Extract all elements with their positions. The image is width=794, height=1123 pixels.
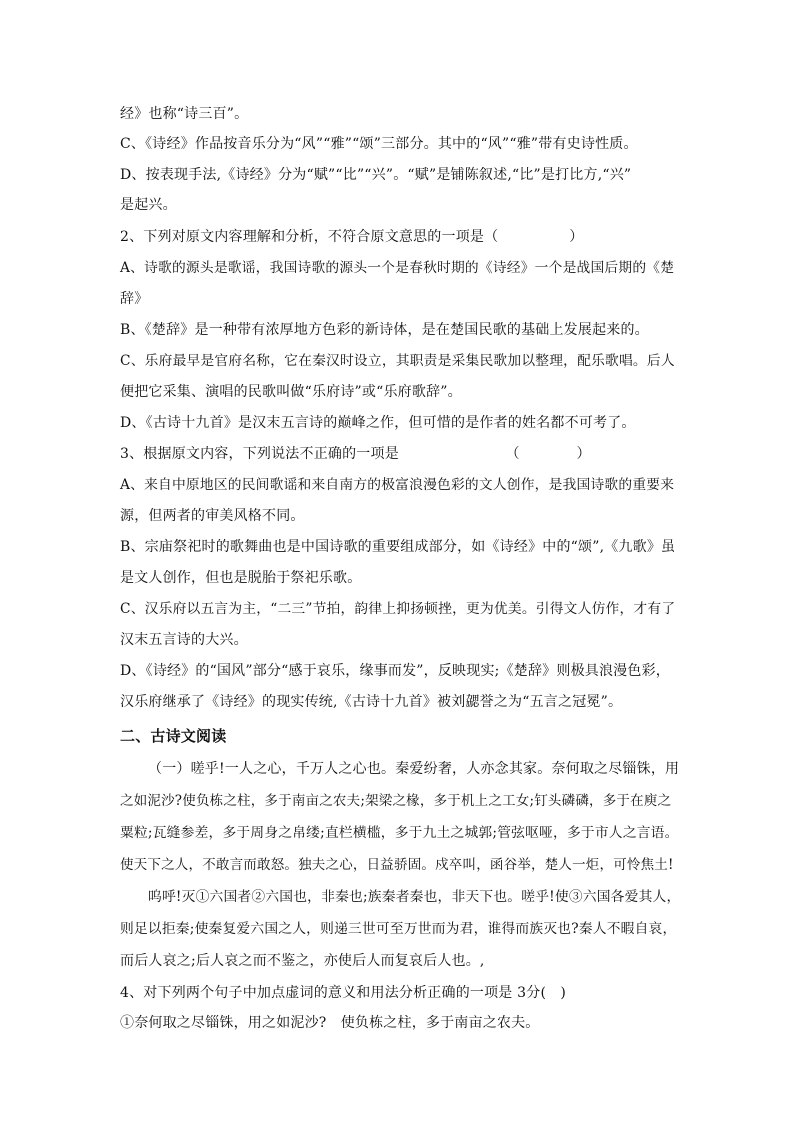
text-line: B、《楚辞》是一种带有浓厚地方色彩的新诗体，是在楚国民歌的基础上发展起来的。 bbox=[120, 322, 649, 338]
passage-line: 呜呼!灭①六国者②六国也，非秦也;族秦者秦也，非天下也。嗟乎!使③六国各爱其人， bbox=[148, 889, 681, 905]
text-line: A、诗歌的源头是歌谣，我国诗歌的源头一个是春秋时期的《诗经》一个是战国后期的《楚 bbox=[120, 260, 675, 276]
text-line: D、《古诗十九首》是汉末五言诗的巅峰之作，但可惜的是作者的姓名都不可考了。 bbox=[120, 415, 636, 431]
text-line: 源，但两者的审美风格不同。 bbox=[120, 508, 305, 524]
text-line: 经》也称“诗三百”。 bbox=[120, 106, 249, 122]
passage-line: 粟粒;瓦缝参差，多于周身之帛缕;直栏横槛，多于九土之城郭;管弦呕哑，多于市人之言语。 bbox=[120, 825, 679, 841]
text-line: D、《诗经》的“国风”部分“感于哀乐，缘事而发”，反映现实;《楚辞》则极具浪漫色彩， bbox=[120, 663, 670, 679]
text-line: A、来自中原地区的民间歌谣和来自南方的极富浪漫色彩的文人创作，是我国诗歌的重要来 bbox=[120, 477, 675, 493]
text-line: B、宗庙祭祀时的歌舞曲也是中国诗歌的重要组成部分，如《诗经》中的“颂”,《九歌》虽 bbox=[120, 539, 676, 555]
text-line: 是起兴。 bbox=[120, 197, 177, 213]
text-line: C、《诗经》作品按音乐分为“风”“雅”“颂”三部分。其中的“风”“雅”带有史诗性质。 bbox=[120, 136, 638, 152]
question-4-sentences: ①奈何取之尽锱铢，用之如泥沙? 使负栋之柱，多于南亩之农夫。 bbox=[120, 1015, 540, 1031]
text-line: 便把它采集、演唱的民歌叫做“乐府诗”或“乐府歌辞”。 bbox=[120, 384, 462, 400]
text-line: 汉末五言诗的大兴。 bbox=[120, 632, 248, 648]
text-line: C、乐府最早是官府名称，它在秦汉时设立，其职责是采集民歌加以整理，配乐歌唱。后人 bbox=[120, 353, 675, 369]
passage-line: 使天下之人，不敢言而敢怒。独夫之心，日益骄固。戍卒叫，函谷举，楚人一炬，可怜焦土! bbox=[120, 857, 674, 873]
passage-line: （一）嗟乎!一人之心，千万人之心也。秦爱纷奢，人亦念其家。奈何取之尽锱铢，用 bbox=[148, 761, 680, 777]
section-heading: 二、古诗文阅读 bbox=[120, 727, 227, 745]
question-3-stem: 3、根据原文内容，下列说法不正确的一项是 （ ） bbox=[120, 446, 591, 462]
text-line: 辞》 bbox=[120, 291, 149, 307]
passage-line: 则足以拒秦;使秦复爱六国之人，则递三世可至万世而为君，谁得而族灭也?秦人不暇自哀， bbox=[120, 921, 677, 937]
passage-line: 之如泥沙?使负栋之柱，多于南亩之农夫;架梁之椽，多于机上之工女;钉头磷磷，多于在庾之 bbox=[120, 793, 672, 809]
passage-line: 而后人哀之;后人哀之而不鉴之，亦使后人而复哀后人也。, bbox=[120, 953, 485, 969]
text-line: 是文人创作，但也是脱胎于祭祀乐歌。 bbox=[120, 570, 362, 586]
question-4-stem: 4、对下列两个句子中加点虚词的意义和用法分析正确的一项是 3分( ) bbox=[120, 985, 566, 1001]
text-line: 汉乐府继承了《诗经》的现实传统,《古诗十九首》被刘勰誉之为“五言之冠冕”。 bbox=[120, 694, 623, 710]
question-2-stem: 2、下列对原文内容理解和分析，不符合原文意思的一项是（ ） bbox=[120, 229, 584, 245]
text-line: D、按表现手法,《诗经》分为“赋”“比”“兴”。“赋”是铺陈叙述,“比”是打比方,“兴” bbox=[120, 167, 632, 183]
text-line: C、汉乐府以五言为主，“二三”节拍，韵律上抑扬顿挫，更为优美。引得文人仿作，才有了 bbox=[120, 601, 676, 617]
